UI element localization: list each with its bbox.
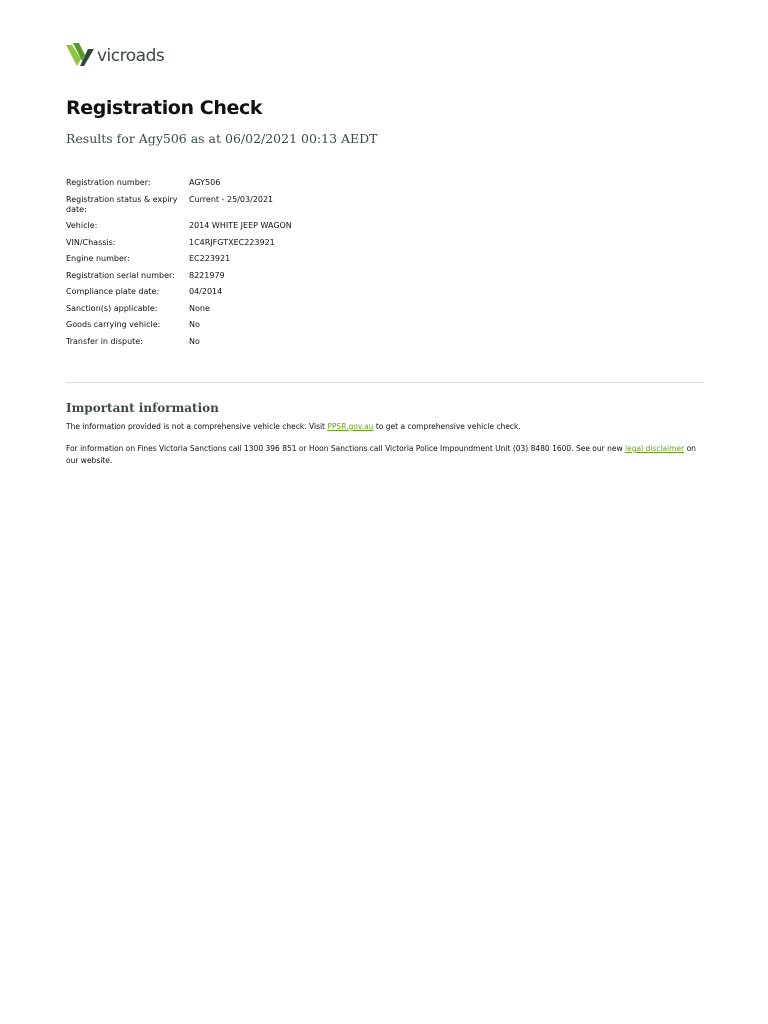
detail-row-compliance-date xyxy=(66,287,466,297)
detail-row-transfer-dispute xyxy=(66,337,466,347)
detail-label: Registration number: xyxy=(66,178,151,187)
legal-disclaimer-link[interactable]: legal disclaimer xyxy=(625,444,685,453)
detail-row-serial-number xyxy=(66,271,466,281)
page-title: Registration Check xyxy=(66,97,263,119)
logo-text: vicroads xyxy=(97,45,165,66)
detail-label: Registration status & expiry date: xyxy=(66,194,178,214)
detail-row-status-expiry xyxy=(66,195,466,215)
vicroads-tick-icon xyxy=(66,41,96,67)
detail-label: Transfer in dispute: xyxy=(66,336,143,346)
important-info-heading: Important information xyxy=(66,401,219,415)
detail-value: No xyxy=(189,320,200,329)
detail-value: 2014 WHITE JEEP WAGON xyxy=(189,221,292,230)
detail-row-goods-carrying xyxy=(66,320,466,330)
detail-label: VIN/Chassis: xyxy=(66,237,116,247)
detail-row-engine-number xyxy=(66,254,466,264)
detail-label: Goods carrying vehicle: xyxy=(66,320,161,329)
detail-label: Sanction(s) applicable: xyxy=(66,303,158,313)
detail-row-sanctions xyxy=(66,304,466,314)
detail-label: Compliance plate date: xyxy=(66,287,160,296)
detail-row-vin xyxy=(66,238,466,248)
page xyxy=(66,40,704,465)
detail-value: Current - 25/03/2021 xyxy=(189,194,274,204)
info-text: For information on Fines Victoria Sanctions call 1300 396 851 or Hoon Sanctions call Victoria Police Impoundment Unit (03) 8480 1600. See our new xyxy=(66,444,626,453)
vicroads-logo[interactable] xyxy=(66,40,704,68)
detail-label: Engine number: xyxy=(66,254,130,263)
info-text: The information provided is not a comprehensive vehicle check. Visit xyxy=(66,422,328,431)
detail-value: 04/2014 xyxy=(189,287,223,296)
info-text: to get a comprehensive vehicle check. xyxy=(373,422,521,431)
registration-details xyxy=(66,178,466,353)
detail-value: AGY506 xyxy=(189,178,221,187)
detail-value: EC223921 xyxy=(189,254,231,263)
detail-value: 1C4RJFGTXEC223921 xyxy=(189,237,275,247)
section-divider xyxy=(66,382,704,383)
info-paragraph-ppsr xyxy=(66,421,696,433)
detail-label: Vehicle: xyxy=(66,221,98,230)
info-paragraph-sanctions xyxy=(66,443,696,467)
detail-row-vehicle xyxy=(66,221,466,231)
info-text: on our website. xyxy=(66,444,696,465)
ppsr-link[interactable]: PPSR.gov.au xyxy=(327,422,374,431)
detail-value: None xyxy=(189,303,210,313)
detail-row-registration-number xyxy=(66,178,466,188)
results-subtitle: Results for Agy506 as at 06/02/2021 00:13 AEDT xyxy=(66,131,378,146)
detail-value: No xyxy=(189,336,200,346)
detail-value: 8221979 xyxy=(189,270,225,280)
detail-label: Registration serial number: xyxy=(66,270,175,280)
